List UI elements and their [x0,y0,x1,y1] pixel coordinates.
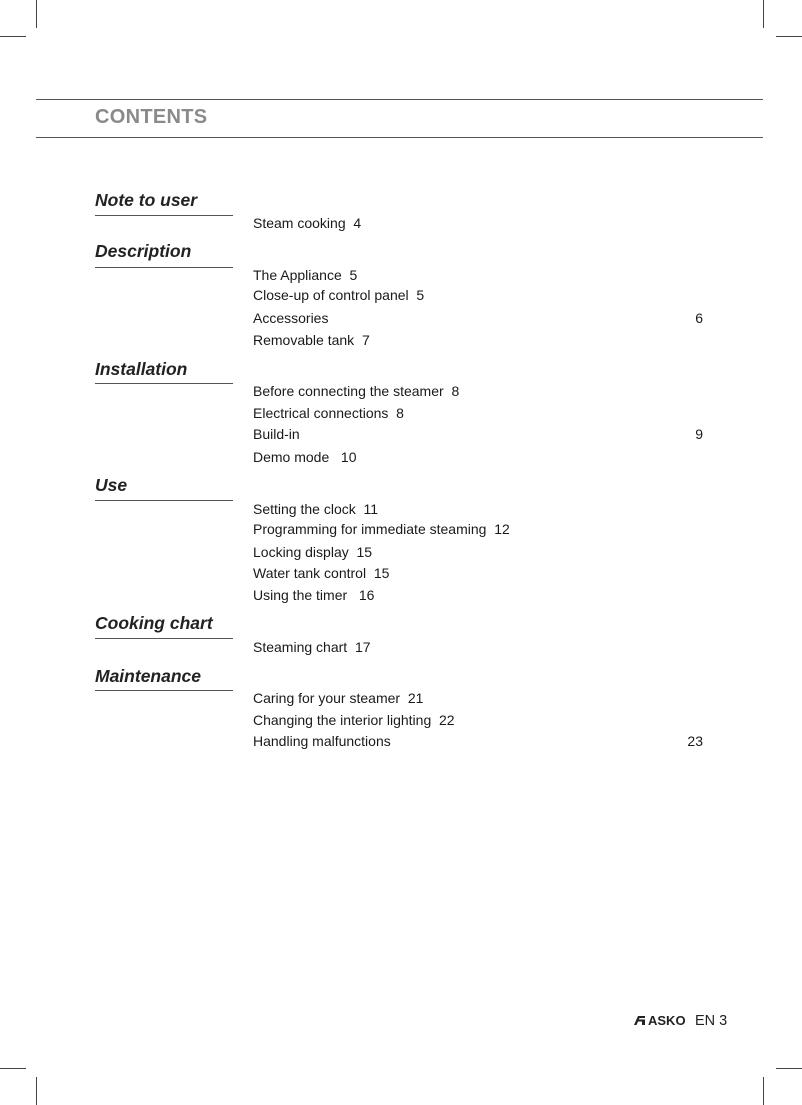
toc-page-number: 9 [695,426,703,442]
section-divider [95,690,233,691]
crop-mark [776,1068,802,1069]
toc-entry[interactable]: Locking display 15 [253,544,373,560]
section-heading: Maintenance [95,666,201,686]
crop-mark [36,1077,37,1105]
section-divider [95,267,233,268]
toc-entry[interactable]: Removable tank 7 [253,332,370,348]
toc-page-number: 23 [687,733,703,749]
section-heading: Use [95,475,128,495]
toc-entry[interactable]: Close-up of control panel 5 [253,287,425,303]
section-heading: Description [95,241,192,261]
toc-entry[interactable]: Accessories [253,310,329,326]
toc-entry[interactable]: Electrical connections 8 [253,405,404,421]
page-number: EN 3 [695,1013,728,1029]
section-heading: Note to user [95,190,198,210]
toc-entry[interactable]: Steaming chart 17 [253,639,371,655]
crop-mark [763,0,764,28]
section-divider [95,638,233,639]
section-heading: Cooking chart [95,613,213,633]
crop-mark [0,36,26,37]
toc-entry[interactable]: Handling malfunctions [253,733,391,749]
page-title: CONTENTS [95,106,208,128]
toc-entry[interactable]: Setting the clock 11 [253,501,379,517]
toc-entry[interactable]: Steam cooking 4 [253,215,362,231]
asko-logo-icon [633,1015,646,1026]
section-divider [95,500,233,501]
brand-name: ASKO [648,1013,686,1028]
crop-mark [36,0,37,28]
toc-entry[interactable]: Build-in [253,426,300,442]
toc-entry[interactable]: The Appliance 5 [253,267,358,283]
toc-page-number: 6 [695,310,703,326]
header-bottom-rule [36,137,763,138]
toc-entry[interactable]: Changing the interior lighting 22 [253,712,455,728]
crop-mark [0,1068,26,1069]
toc-entry[interactable]: Demo mode 10 [253,449,357,465]
section-heading: Installation [95,359,188,379]
section-divider [95,383,233,384]
crop-mark [776,36,802,37]
section-divider [95,215,233,216]
crop-mark [763,1077,764,1105]
brand-logo [633,1013,686,1028]
toc-entry[interactable]: Caring for your steamer 21 [253,690,424,706]
header-top-rule [36,99,763,100]
toc-entry[interactable]: Water tank control 15 [253,565,390,581]
toc-entry[interactable]: Before connecting the steamer 8 [253,383,460,399]
toc-entry[interactable]: Programming for immediate steaming 12 [253,521,510,537]
toc-entry[interactable]: Using the timer 16 [253,587,375,603]
